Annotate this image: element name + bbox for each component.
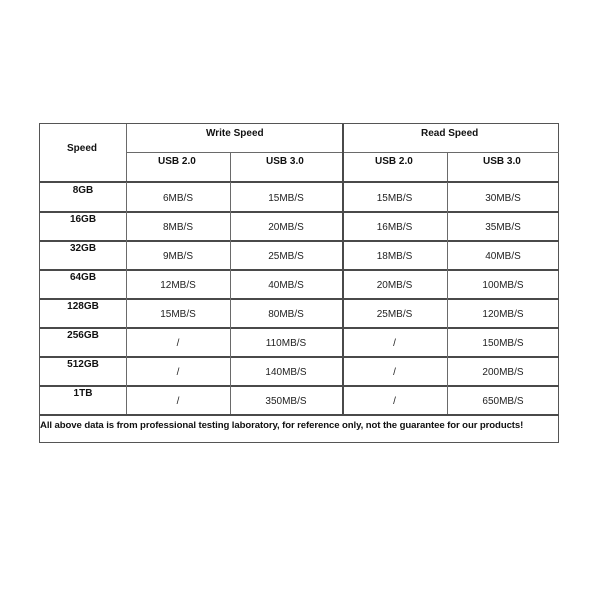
column-divider [447, 182, 448, 211]
row-divider [40, 414, 559, 416]
row-capacity-label: 16GB [69, 214, 97, 225]
row-divider [40, 385, 559, 387]
speed-value: 650MB/S [482, 396, 524, 407]
header-row-divider [40, 181, 559, 183]
speed-value: 16MB/S [376, 222, 413, 233]
speed-value: 20MB/S [268, 222, 304, 233]
subheader-read-usb3: USB 3.0 [483, 156, 521, 167]
column-divider [342, 385, 344, 414]
subheader-vertical-divider [230, 152, 231, 181]
column-divider [230, 298, 231, 327]
column-divider [342, 298, 344, 327]
row-capacity-label: 256GB [67, 330, 99, 341]
speed-value: / [176, 396, 180, 407]
speed-value: 150MB/S [482, 338, 524, 349]
row-divider [40, 211, 559, 213]
speed-table [39, 123, 559, 443]
speed-value: 100MB/S [482, 280, 524, 291]
row-capacity-label: 512GB [67, 359, 99, 370]
speed-value: 80MB/S [268, 309, 304, 320]
column-divider [230, 356, 231, 385]
column-divider [342, 327, 344, 356]
column-divider [447, 269, 448, 298]
corner-label: Speed [67, 143, 98, 154]
disclaimer-note: All above data is from professional testing laboratory, for reference only, not the guarantee for our products! [40, 420, 524, 431]
row-divider [40, 240, 559, 242]
column-divider [126, 240, 127, 269]
column-divider [447, 356, 448, 385]
column-divider [447, 240, 448, 269]
speed-value: / [176, 367, 180, 378]
speed-value: 9MB/S [162, 251, 193, 262]
speed-value: 40MB/S [268, 280, 304, 291]
speed-value: 15MB/S [268, 193, 304, 204]
subheader-write-usb2: USB 2.0 [158, 156, 196, 167]
speed-value: 200MB/S [482, 367, 524, 378]
column-divider [447, 327, 448, 356]
speed-value: 18MB/S [376, 251, 413, 262]
speed-value: / [393, 396, 396, 407]
column-divider [126, 182, 127, 211]
speed-value: / [176, 338, 180, 349]
row-capacity-label: 32GB [69, 243, 97, 254]
speed-value: 15MB/S [376, 193, 413, 204]
row-capacity-label: 8GB [72, 185, 94, 196]
speed-value: 140MB/S [265, 367, 307, 378]
column-divider [447, 385, 448, 414]
speed-value: 35MB/S [485, 222, 521, 233]
row-divider [40, 298, 559, 300]
column-divider [230, 385, 231, 414]
group-vertical-divider [342, 124, 344, 181]
column-divider [126, 269, 127, 298]
column-divider [342, 356, 344, 385]
column-divider [230, 182, 231, 211]
column-divider [126, 211, 127, 240]
column-divider [126, 356, 127, 385]
row-divider [40, 269, 559, 271]
speed-value: 30MB/S [485, 193, 521, 204]
row-divider [40, 356, 559, 358]
speed-value: 350MB/S [265, 396, 307, 407]
speed-value: 20MB/S [376, 280, 413, 291]
column-divider [230, 327, 231, 356]
speed-value: 110MB/S [265, 338, 307, 349]
row-capacity-label: 64GB [69, 272, 97, 283]
subheader-read-usb2: USB 2.0 [375, 156, 413, 167]
speed-value: 8MB/S [162, 222, 193, 233]
column-divider [342, 269, 344, 298]
column-divider [342, 240, 344, 269]
column-divider [126, 327, 127, 356]
speed-value: 6MB/S [162, 193, 193, 204]
speed-value: 120MB/S [482, 309, 524, 320]
speed-value: 25MB/S [376, 309, 413, 320]
speed-value: 12MB/S [160, 280, 196, 291]
group-header-read: Read Speed [421, 128, 479, 139]
speed-value: 40MB/S [485, 251, 521, 262]
row-capacity-label: 128GB [67, 301, 99, 312]
group-header-write: Write Speed [206, 128, 264, 139]
column-divider [447, 298, 448, 327]
header-vertical-divider [126, 124, 127, 181]
speed-value: / [393, 367, 396, 378]
column-divider [342, 182, 344, 211]
speed-value: 15MB/S [160, 309, 196, 320]
subheader-write-usb3: USB 3.0 [266, 156, 304, 167]
row-divider [40, 327, 559, 329]
speed-value: 25MB/S [268, 251, 304, 262]
column-divider [230, 269, 231, 298]
column-divider [447, 211, 448, 240]
speed-value: / [393, 338, 396, 349]
subheader-vertical-divider [447, 152, 448, 181]
row-capacity-label: 1TB [73, 388, 93, 399]
column-divider [126, 385, 127, 414]
column-divider [126, 298, 127, 327]
column-divider [230, 211, 231, 240]
column-divider [342, 211, 344, 240]
column-divider [230, 240, 231, 269]
